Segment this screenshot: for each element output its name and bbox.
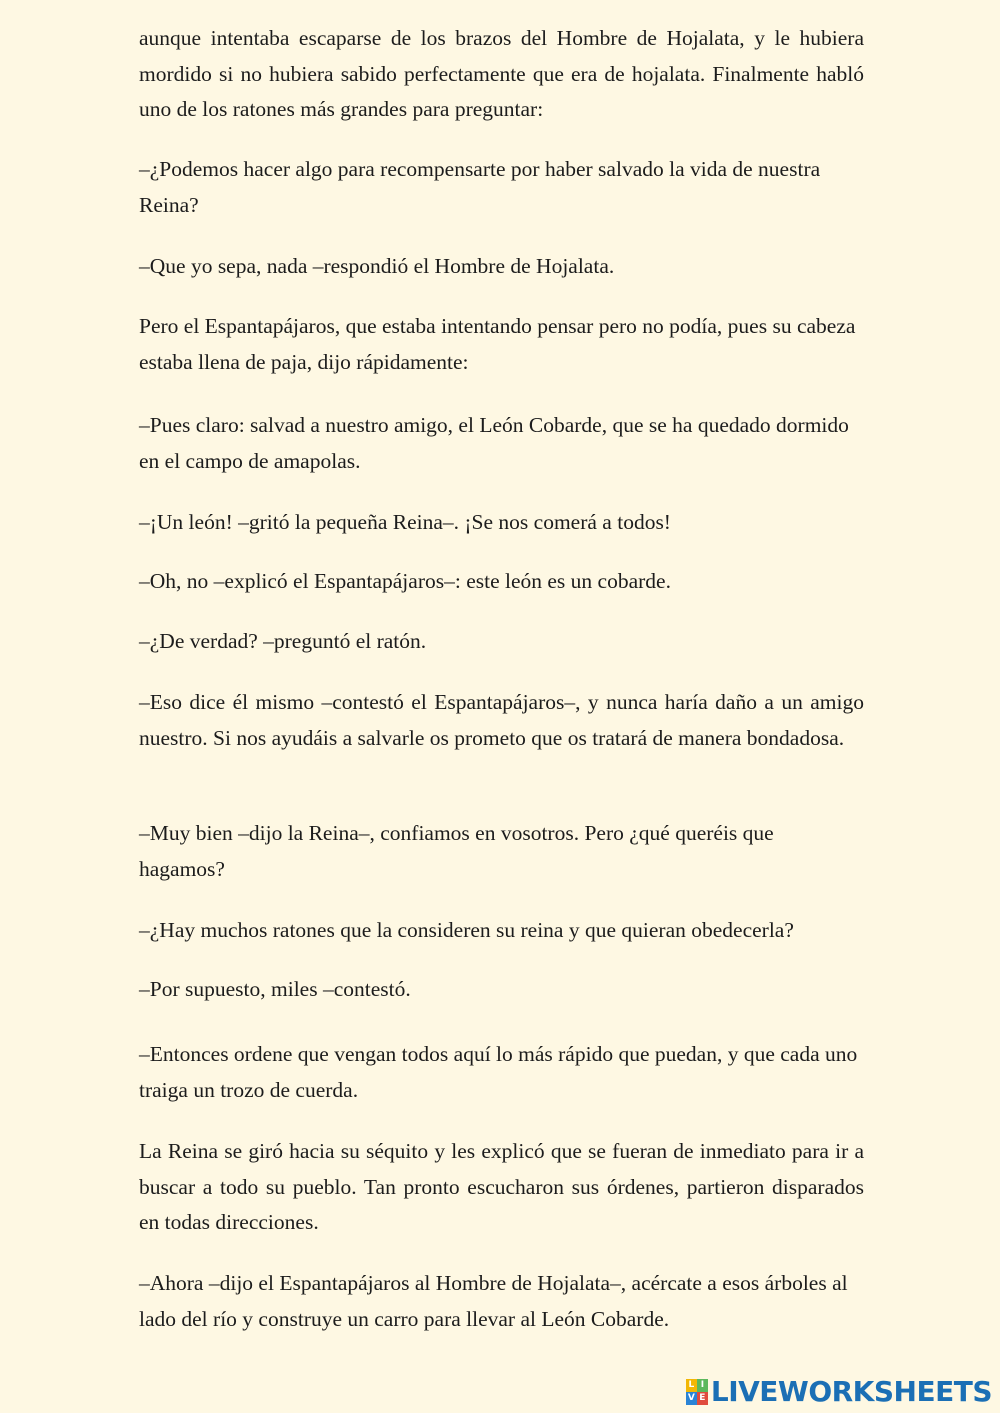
paragraph: –Ahora –dijo el Espantapájaros al Hombre de Hojalata–, acércate a esos árboles al lado del río y construye un carro para llevar al León Cobarde. bbox=[139, 1271, 848, 1331]
paragraph: aunque intentaba escaparse de los brazos del Hombre de Hojalata, y le hubiera mordido si no hubiera sabido perfectamente que era de hojalata. Finalmente habló uno de los ratones más grandes para preguntar: bbox=[139, 26, 864, 121]
paragraph: –Pues claro: salvad a nuestro amigo, el León Cobarde, que se ha quedado dormido en el campo de amapolas. bbox=[139, 413, 849, 473]
paragraph: –Entonces ordene que vengan todos aquí lo más rápido que puedan, y que cada uno traiga un trozo de cuerda. bbox=[139, 1042, 858, 1102]
liveworksheets-logo-icon: L I V E bbox=[686, 1379, 708, 1405]
watermark-text: LIVEWORKSHEETS bbox=[710, 1375, 992, 1408]
paragraph: –Eso dice él mismo –contestó el Espantapájaros–, y nunca haría daño a un amigo nuestro. Si nos ayudáis a salvarle os prometo que os tratará de manera bondadosa. bbox=[139, 690, 864, 750]
paragraph: La Reina se giró hacia su séquito y les explicó que se fueran de inmediato para ir a buscar a todo su pueblo. Tan pronto escucharon sus órdenes, partieron disparados en todas direcciones. bbox=[139, 1139, 864, 1234]
paragraph: –Muy bien –dijo la Reina–, confiamos en vosotros. Pero ¿qué queréis que hagamos? bbox=[139, 821, 774, 881]
paragraph: –¡Un león! –gritó la pequeña Reina–. ¡Se nos comerá a todos! bbox=[139, 510, 671, 534]
paragraph: –Por supuesto, miles –contestó. bbox=[139, 977, 411, 1001]
paragraph: –¿Hay muchos ratones que la consideren su reina y que quieran obedecerla? bbox=[139, 918, 794, 942]
paragraph: –¿De verdad? –preguntó el ratón. bbox=[139, 629, 427, 653]
paragraph: –Oh, no –explicó el Espantapájaros–: este león es un cobarde. bbox=[139, 569, 671, 593]
paragraph: Pero el Espantapájaros, que estaba intentando pensar pero no podía, pues su cabeza estaba llena de paja, dijo rápidamente: bbox=[139, 314, 856, 374]
paragraph: –¿Podemos hacer algo para recompensarte por haber salvado la vida de nuestra Reina? bbox=[139, 157, 821, 217]
paragraph: –Que yo sepa, nada –respondió el Hombre de Hojalata. bbox=[139, 254, 615, 278]
liveworksheets-watermark bbox=[686, 1375, 992, 1409]
